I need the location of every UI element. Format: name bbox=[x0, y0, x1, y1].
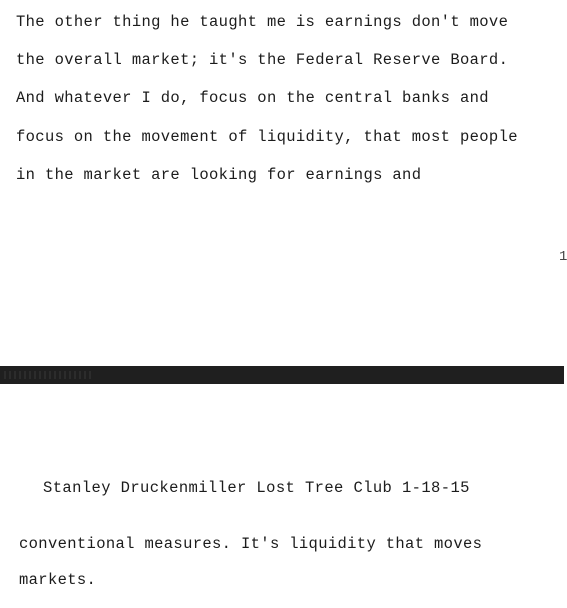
scan-specks bbox=[4, 371, 94, 379]
text-line: conventional measures. It's liquidity that moves bbox=[19, 535, 483, 553]
text-line: focus on the movement of liquidity, that most people bbox=[16, 128, 518, 146]
page-heading: Stanley Druckenmiller Lost Tree Club 1-18-15 bbox=[43, 479, 470, 497]
text-line: markets. bbox=[19, 571, 97, 589]
text-line: And whatever I do, focus on the central banks and bbox=[16, 89, 489, 107]
text-line: in the market are looking for earnings and bbox=[16, 166, 422, 184]
transcript-page-bottom bbox=[0, 384, 564, 608]
page-edge-mark: 1 bbox=[559, 249, 567, 265]
text-line: the overall market; it's the Federal Reserve Board. bbox=[16, 51, 509, 69]
page-divider bbox=[0, 366, 564, 384]
text-line: The other thing he taught me is earnings don't move bbox=[16, 13, 509, 31]
